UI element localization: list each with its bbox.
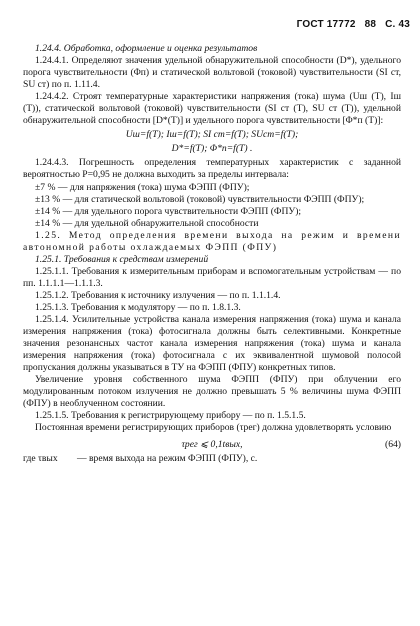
paragraph: 1.24.4.3. Погрешность определения температурных характеристик с заданной вероятностью P=0,95 не должна выходить за пределы интервала: xyxy=(23,157,401,181)
tolerance-item: ±7 % — для напряжения (тока) шума ФЭПП (ФПУ); xyxy=(35,181,250,193)
where-clause xyxy=(23,453,401,465)
tolerance-item: ±14 % — для удельной обнаружительной способности xyxy=(35,217,259,229)
equation-number: (64) xyxy=(385,438,401,450)
document-body xyxy=(23,43,401,465)
tolerance-item: ±13 % — для статической вольтовой (токовой) чувствительности ФЭПП (ФПУ); xyxy=(35,193,365,205)
subsection-heading: 1.25.1. Требования к средствам измерений xyxy=(35,253,209,265)
paragraph: Увеличение уровня собственного шума ФЭПП (ФПУ) при облучении его модулированным потоком излучения не должно превышать 5 % величины шума ФЭПП (ФПУ) в необлученном состоянии. xyxy=(23,374,401,410)
paragraph: Постоянная времени регистрирующих приборов (τрег) должна удовлетворять условию xyxy=(35,422,392,434)
tolerance-item: ±14 % — для удельного порога чувствительности ФЭПП (ФПУ); xyxy=(35,205,302,217)
formula-line: Uш=f(T); Iш=f(T); SI ст=f(T); SUст=f(T); xyxy=(125,129,299,141)
page-header xyxy=(291,19,410,30)
paragraph: 1.25.1.1. Требования к измерительным приборам и вспомогательным устройствам — по пп. 1.1.1.1—1.1.1.3. xyxy=(23,265,401,289)
page-number: С. 43 xyxy=(385,19,410,30)
paragraph: 1.25.1.3. Требования к модулятору — по п. 1.8.1.3. xyxy=(35,301,241,313)
paragraph: 1.25.1.5. Требования к регистрирующему прибору — по п. 1.5.1.5. xyxy=(35,410,306,422)
formula-line: D*=f(T); Φ*п=f(T) . xyxy=(171,143,253,155)
method-heading: 1.25. Метод определения времени выхода на режим и времени автономной работы охлаждаемых ФЭПП (ФПУ) xyxy=(23,229,401,253)
where-definition: — время выхода на режим ФЭПП (ФПУ), с. xyxy=(77,452,258,464)
standard-number: ГОСТ 17772 xyxy=(296,19,356,30)
equation-64 xyxy=(23,439,401,451)
where-symbol: где τвых xyxy=(23,452,58,464)
paragraph: 1.25.1.4. Усилительные устройства канала измерения напряжения (тока) шума и канала измерения напряжения (тока) фотосигнала должны быть селективными. Конкретные значения резонансных частот канала измерения напряжения (тока) шума и канала измерения напряжения (тока) фотосигнала с их эквивалентной шумовой полосой пропускания должны указываться в ТУ на ФЭПП (ФПУ) конкретных типов. xyxy=(23,314,401,374)
paragraph: 1.25.1.2. Требования к источнику излучения — по п. 1.1.1.4. xyxy=(35,289,281,301)
standard-year: 88 xyxy=(364,19,377,30)
paragraph: 1.24.4.1. Определяют значения удельной обнаружительной способности (D*), удельного порога чувствительности (Φп) и статической вольтовой (токовой) чувствительности (SI ст, SU ст) по п. 1.11.4. xyxy=(23,55,401,91)
paragraph: 1.24.4.2. Строят температурные характеристики напряжения (тока) шума (Uш (T), Iш (T)), статической вольтовой (токовой) чувствительности (SI ст (T), SU ст (T)), удельной обнаружительной способности [D*(T)] и удельного порога чувствительности [Φ*п (T)]: xyxy=(23,91,401,127)
section-heading: 1.24.4. Обработка, оформление и оценка результатов xyxy=(35,43,258,54)
equation-text: τрег ⩽ 0,1tвых, xyxy=(181,438,243,450)
